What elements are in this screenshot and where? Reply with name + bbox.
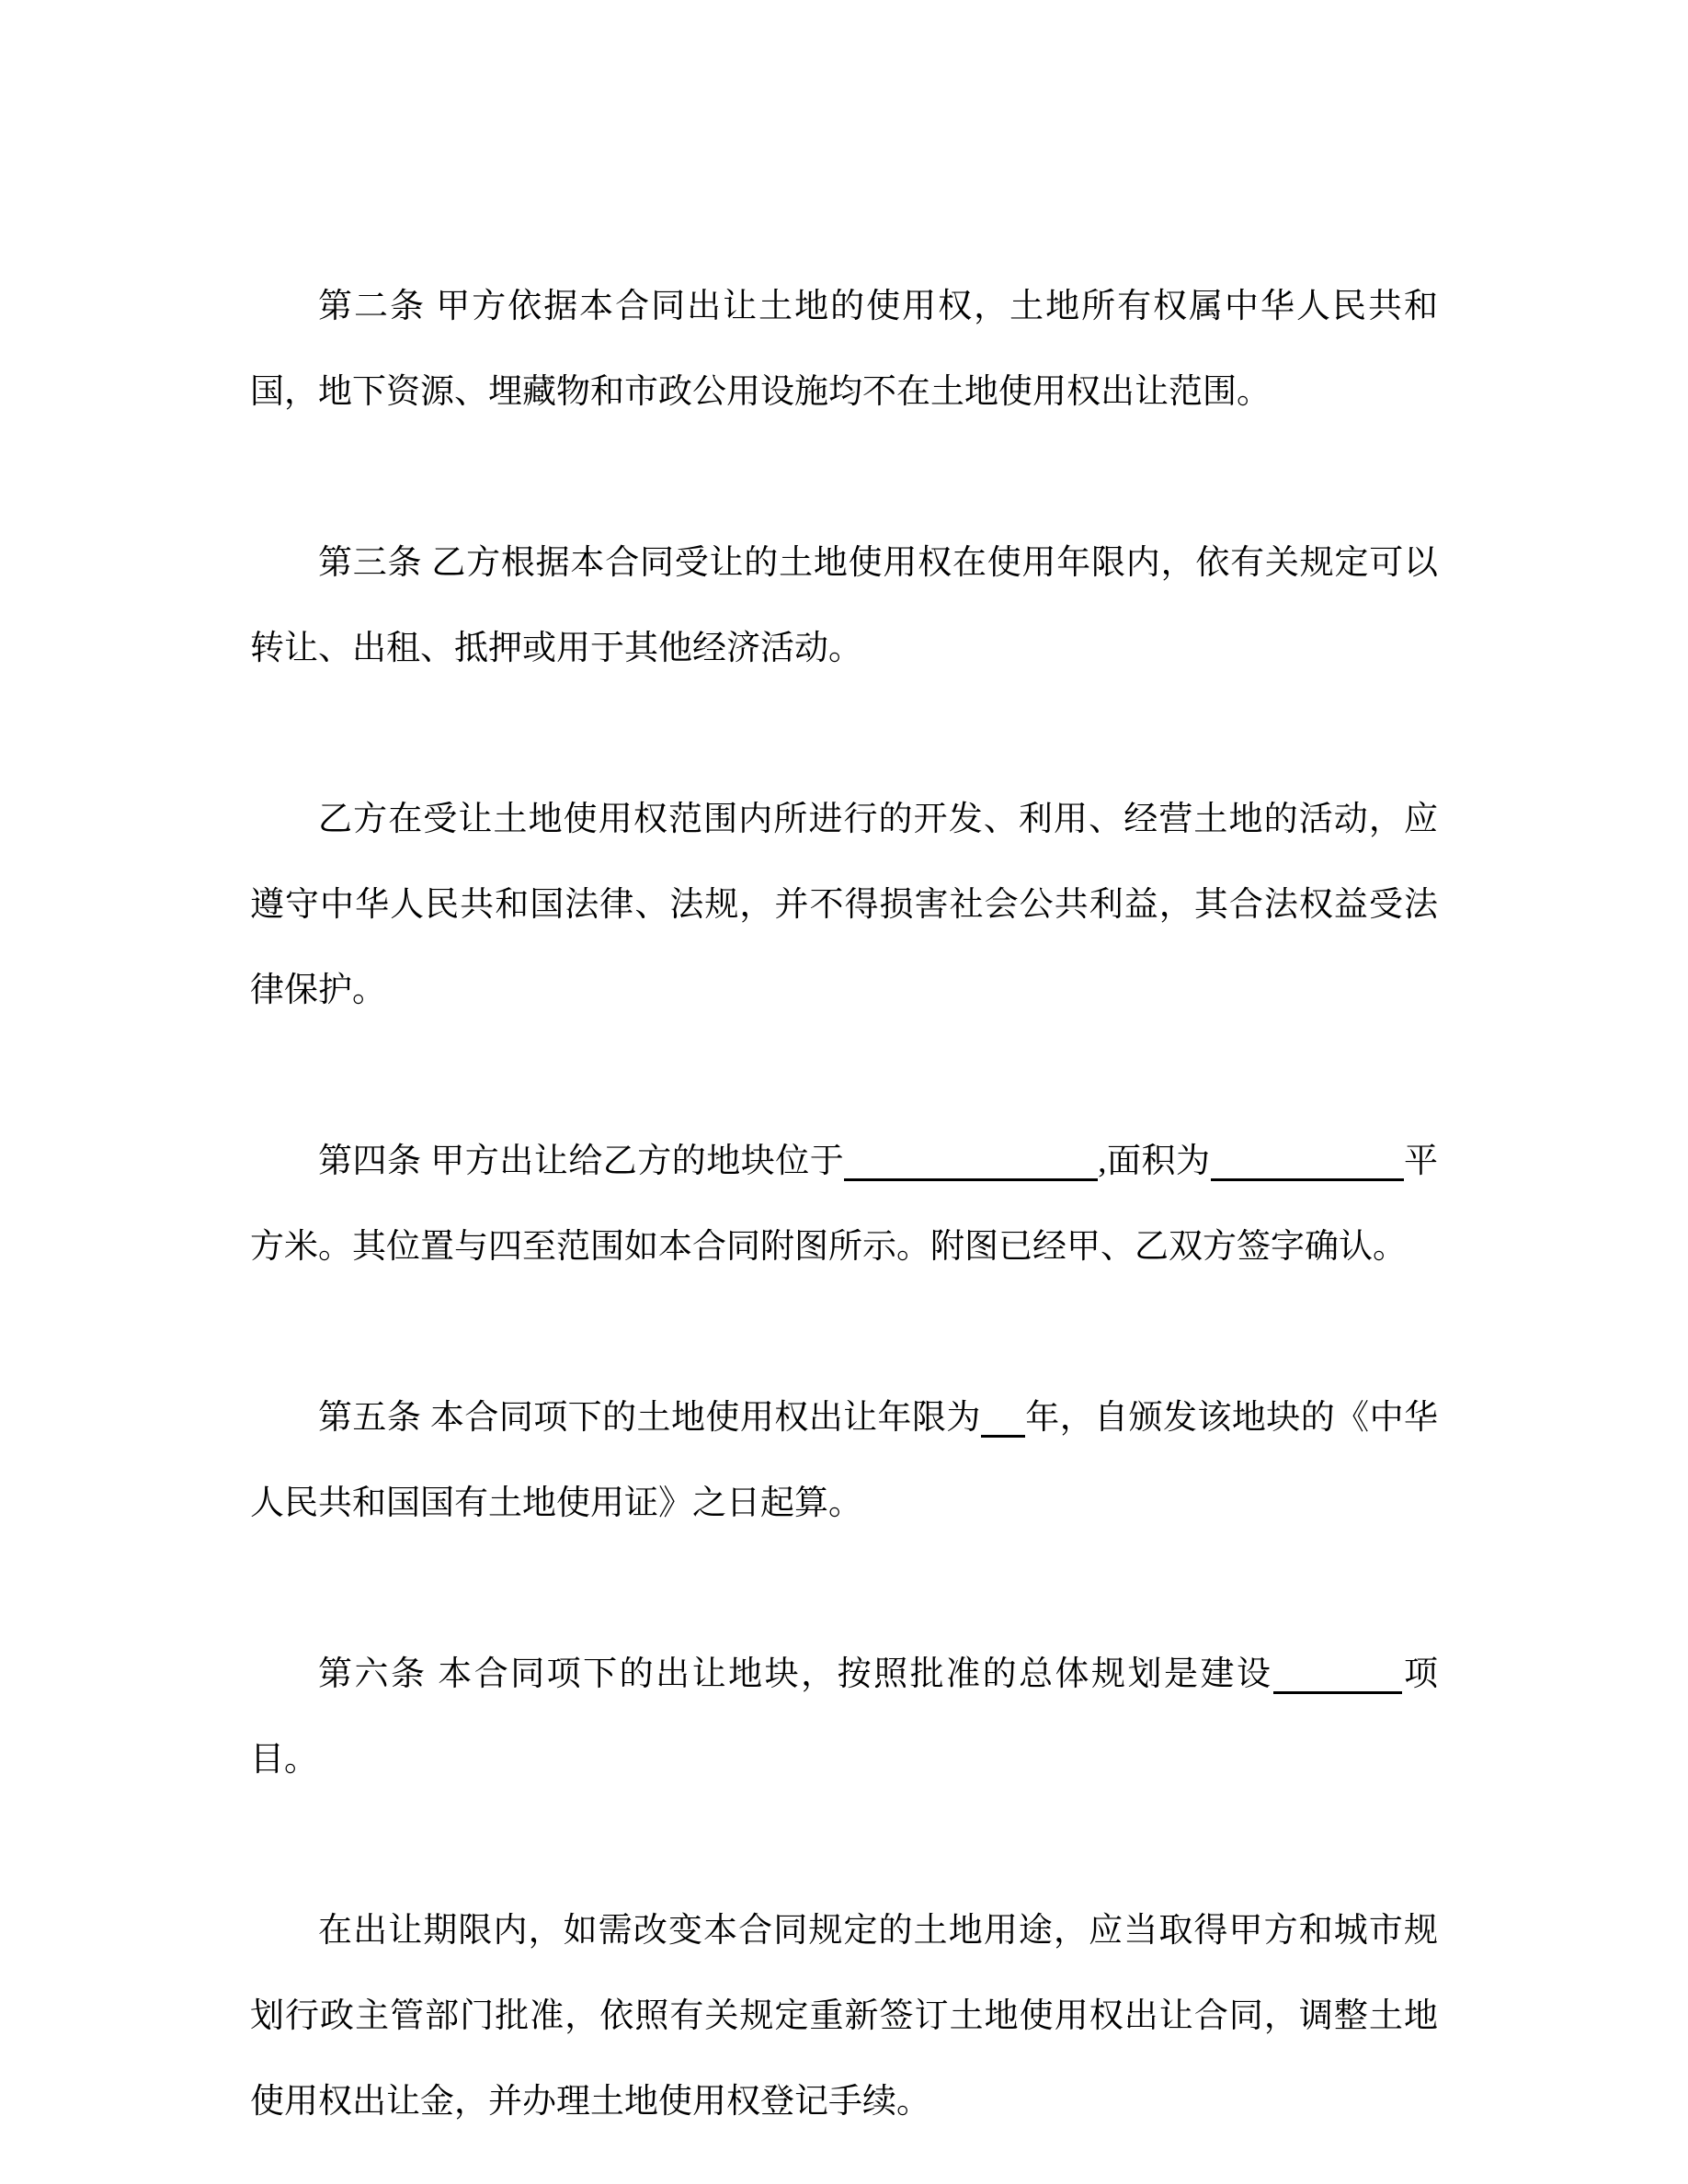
text-run: ,面积为 — [1098, 1143, 1211, 1180]
contract-text-block — [250, 264, 1438, 2144]
text-run: 第五条 本合同项下的土地使用权出让年限为 — [318, 1399, 981, 1437]
text-run: 第三条 乙方根据本合同受让的土地使用权在使用年限内，依有关规定可以转让、出租、抵押或用于其他经济活动。 — [250, 544, 1438, 667]
fill-in-blank — [844, 1169, 1098, 1181]
paragraph-article-6-paragraph-2 — [250, 1888, 1438, 2144]
paragraph-article-3 — [250, 520, 1438, 691]
text-run: 项目。 — [250, 1655, 1439, 1779]
fill-in-blank — [1273, 1682, 1402, 1694]
paragraph-article-3-paragraph-2 — [250, 777, 1438, 1033]
fill-in-blank — [981, 1426, 1025, 1438]
text-run: 乙方在受让土地使用权范围内所进行的开发、利用、经营土地的活动，应遵守中华人民共和国法律、法规，并不得损害社会公共利益，其合法权益受法律保护。 — [250, 801, 1438, 1009]
text-run: 平方米。其位置与四至范围如本合同附图所示。附图已经甲、乙双方签字确认。 — [250, 1143, 1438, 1266]
paragraph-article-6 — [250, 1632, 1438, 1803]
paragraph-article-4 — [250, 1119, 1438, 1290]
text-run: 第四条 甲方出让给乙方的地块位于 — [318, 1143, 845, 1180]
text-run: 第六条 本合同项下的出让地块，按照批准的总体规划是建设 — [318, 1655, 1273, 1693]
text-run: 年，自颁发该地块的《中华人民共和国国有土地使用证》之日起算。 — [250, 1399, 1438, 1522]
text-run: 在出让期限内，如需改变本合同规定的土地用途，应当取得甲方和城市规划行政主管部门批准，依照有关规定重新签订土地使用权出让合同，调整土地使用权出让金，并办理土地使用权登记手续。 — [250, 1912, 1438, 2121]
text-run: 第二条 甲方依据本合同出让土地的使用权，土地所有权属中华人民共和国，地下资源、埋藏物和市政公用设施均不在土地使用权出让范围。 — [250, 288, 1438, 411]
paragraph-article-5 — [250, 1375, 1438, 1546]
paragraph-article-2 — [250, 264, 1438, 435]
fill-in-blank — [1211, 1169, 1404, 1181]
